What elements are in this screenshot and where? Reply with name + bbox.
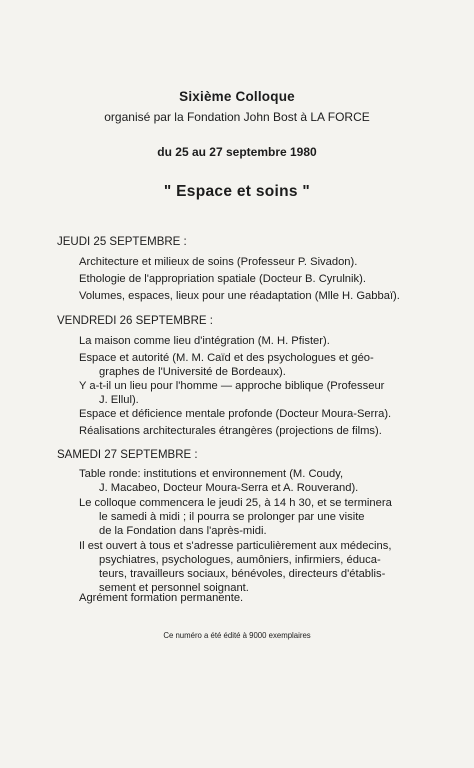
program-item-line: Le colloque commencera le jeudi 25, à 14 h 30, et se terminera [79, 497, 392, 509]
program-item-line: de la Fondation dans l'après-midi. [99, 525, 267, 537]
program-item: Réalisations architecturales étrangères (projections de films). [79, 425, 382, 437]
program-item-line: Espace et autorité (M. M. Caïd et des psychologues et géo- [79, 352, 374, 364]
program-item [79, 379, 384, 407]
program-item [79, 496, 392, 538]
program-item-line: le samedi à midi ; il pourra se prolonger par une visite [99, 511, 365, 523]
day-label-thursday: JEUDI 25 SEPTEMBRE : [57, 236, 187, 248]
program-item: Volumes, espaces, lieux pour une réadaptation (Mlle H. Gabbaï). [79, 290, 400, 302]
program-item-line: J. Ellul). [99, 394, 139, 406]
program-item-line: graphes de l'Université de Bordeaux). [99, 366, 286, 378]
program-item: Espace et déficience mentale profonde (Docteur Moura-Serra). [79, 408, 392, 420]
program-item: Ethologie de l'appropriation spatiale (Docteur B. Cyrulnik). [79, 273, 366, 285]
program-item-line: psychiatres, psychologues, aumôniers, infirmiers, éduca- [99, 554, 381, 566]
program-item-line: J. Macabeo, Docteur Moura-Serra et A. Rouverand). [99, 482, 359, 494]
print-run-note: Ce numéro a été édité à 9000 exemplaires [163, 631, 311, 640]
program-item [79, 351, 374, 379]
colloque-title: Sixième Colloque [179, 89, 295, 104]
program-item-line: sement et personnel soignant. [99, 582, 249, 594]
organizer-line: organisé par la Fondation John Bost à LA FORCE [104, 110, 370, 124]
day-label-saturday: SAMEDI 27 SEPTEMBRE : [57, 449, 198, 461]
day-label-friday: VENDREDI 26 SEPTEMBRE : [57, 315, 213, 327]
theme-title: " Espace et soins " [163, 183, 311, 200]
program-item-line: Y a-t-il un lieu pour l'homme — approche biblique (Professeur [79, 380, 385, 392]
program-item-line: Il est ouvert à tous et s'adresse particulièrement aux médecins, [79, 540, 392, 552]
program-item-line: teurs, travailleurs sociaux, bénévoles, directeurs d'établis- [99, 568, 386, 580]
dates-line: du 25 au 27 septembre 1980 [157, 145, 317, 159]
program-item: Agrément formation permanente. [79, 592, 244, 604]
program-item-line: Table ronde: institutions et environnement (M. Coudy, [79, 468, 344, 480]
program-item: Architecture et milieux de soins (Professeur P. Sivadon). [79, 256, 358, 268]
program-item: La maison comme lieu d'intégration (M. H. Pfister). [79, 335, 330, 347]
program-item [79, 539, 391, 595]
program-item [79, 467, 358, 495]
